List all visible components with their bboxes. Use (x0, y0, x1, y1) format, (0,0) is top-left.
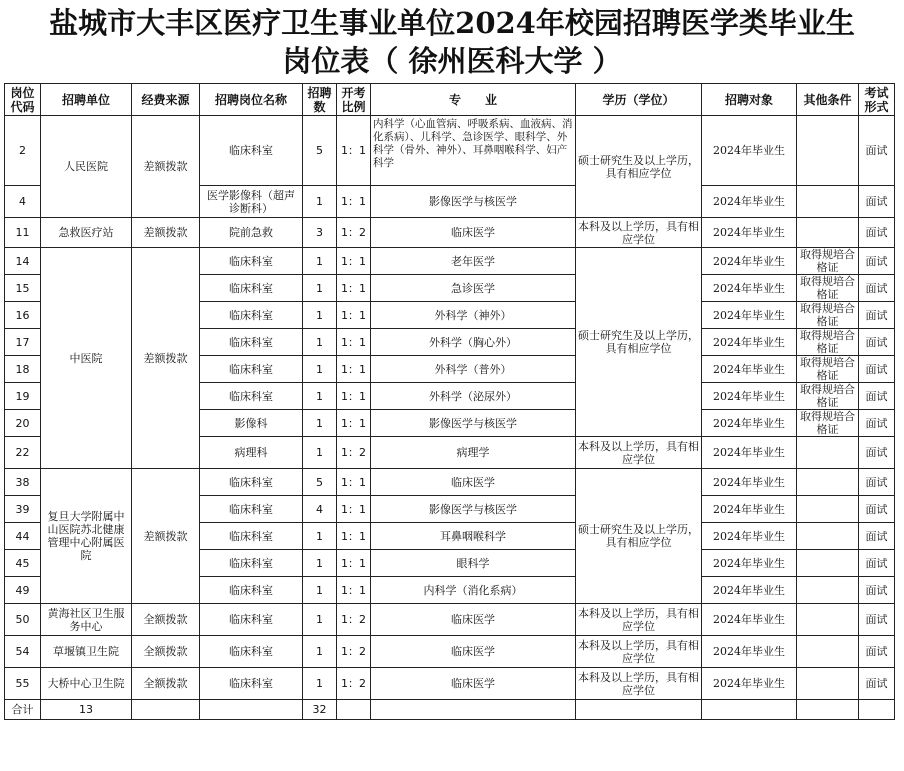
header-target: 招聘对象 (702, 84, 797, 116)
other-conditions (797, 550, 859, 577)
unit-name: 大桥中心卫生院 (41, 668, 132, 700)
position-name: 临床科室 (200, 356, 303, 383)
position-name: 临床科室 (200, 496, 303, 523)
exam-ratio: 1：1 (337, 577, 371, 604)
target: 2024年毕业生 (702, 329, 797, 356)
other-conditions (797, 218, 859, 248)
position-code: 38 (5, 469, 41, 496)
header-exam: 考试形式 (859, 84, 895, 116)
target: 2024年毕业生 (702, 275, 797, 302)
exam-form: 面试 (859, 275, 895, 302)
exam-form: 面试 (859, 496, 895, 523)
education: 本科及以上学历，具有相应学位 (576, 218, 702, 248)
other-conditions: 取得规培合格证 (797, 356, 859, 383)
position-name: 临床科室 (200, 523, 303, 550)
position-name: 临床科室 (200, 248, 303, 275)
major: 临床医学 (371, 469, 576, 496)
education: 本科及以上学历，具有相应学位 (576, 437, 702, 469)
position-name: 临床科室 (200, 577, 303, 604)
position-code: 11 (5, 218, 41, 248)
education: 本科及以上学历，具有相应学位 (576, 636, 702, 668)
header-funding: 经费来源 (132, 84, 200, 116)
exam-ratio: 1：1 (337, 248, 371, 275)
header-row (5, 84, 895, 116)
funding-source: 差额拨款 (132, 218, 200, 248)
position-code: 15 (5, 275, 41, 302)
unit-name: 草堰镇卫生院 (41, 636, 132, 668)
major: 影像医学与核医学 (371, 186, 576, 218)
exam-ratio: 1：2 (337, 437, 371, 469)
major: 影像医学与核医学 (371, 410, 576, 437)
recruit-count: 1 (303, 248, 337, 275)
recruit-count: 1 (303, 329, 337, 356)
major: 外科学（泌尿外） (371, 383, 576, 410)
table-row (5, 604, 895, 636)
recruit-count: 1 (303, 636, 337, 668)
exam-ratio: 1：1 (337, 469, 371, 496)
exam-ratio: 1：1 (337, 523, 371, 550)
table-row (5, 218, 895, 248)
total-empty (132, 700, 200, 720)
recruit-count: 1 (303, 302, 337, 329)
exam-form: 面试 (859, 523, 895, 550)
major: 外科学（胸心外） (371, 329, 576, 356)
other-conditions (797, 636, 859, 668)
target: 2024年毕业生 (702, 604, 797, 636)
target: 2024年毕业生 (702, 550, 797, 577)
other-conditions (797, 437, 859, 469)
position-code: 49 (5, 577, 41, 604)
exam-form: 面试 (859, 668, 895, 700)
exam-ratio: 1：1 (337, 383, 371, 410)
target: 2024年毕业生 (702, 636, 797, 668)
funding-source: 差额拨款 (132, 248, 200, 469)
unit-name: 中医院 (41, 248, 132, 469)
total-row (5, 700, 895, 720)
unit-name: 黄海社区卫生服务中心 (41, 604, 132, 636)
major: 临床医学 (371, 636, 576, 668)
exam-form: 面试 (859, 410, 895, 437)
exam-ratio: 1：1 (337, 496, 371, 523)
target: 2024年毕业生 (702, 668, 797, 700)
exam-form: 面试 (859, 302, 895, 329)
position-code: 22 (5, 437, 41, 469)
position-code: 18 (5, 356, 41, 383)
target: 2024年毕业生 (702, 577, 797, 604)
position-name: 临床科室 (200, 116, 303, 186)
other-conditions (797, 668, 859, 700)
position-name: 临床科室 (200, 383, 303, 410)
exam-ratio: 1：1 (337, 329, 371, 356)
recruit-count: 5 (303, 116, 337, 186)
target: 2024年毕业生 (702, 248, 797, 275)
target: 2024年毕业生 (702, 116, 797, 186)
target: 2024年毕业生 (702, 469, 797, 496)
recruit-count: 1 (303, 383, 337, 410)
major: 临床医学 (371, 604, 576, 636)
target: 2024年毕业生 (702, 523, 797, 550)
unit-name: 急救医疗站 (41, 218, 132, 248)
major: 外科学（神外） (371, 302, 576, 329)
exam-form: 面试 (859, 329, 895, 356)
recruit-count: 1 (303, 186, 337, 218)
exam-ratio: 1：2 (337, 636, 371, 668)
funding-source: 全额拨款 (132, 636, 200, 668)
other-conditions (797, 577, 859, 604)
position-code: 4 (5, 186, 41, 218)
position-name: 影像科 (200, 410, 303, 437)
other-conditions: 取得规培合格证 (797, 248, 859, 275)
other-conditions: 取得规培合格证 (797, 302, 859, 329)
education: 硕士研究生及以上学历，具有相应学位 (576, 116, 702, 218)
major: 影像医学与核医学 (371, 496, 576, 523)
education: 硕士研究生及以上学历，具有相应学位 (576, 469, 702, 604)
education: 本科及以上学历，具有相应学位 (576, 604, 702, 636)
total-empty (859, 700, 895, 720)
exam-form: 面试 (859, 550, 895, 577)
table-row (5, 248, 895, 275)
recruit-count: 1 (303, 523, 337, 550)
other-conditions (797, 496, 859, 523)
position-name: 临床科室 (200, 469, 303, 496)
total-label: 合计 (5, 700, 41, 720)
position-name: 医学影像科（超声诊断科） (200, 186, 303, 218)
position-code: 44 (5, 523, 41, 550)
position-code: 50 (5, 604, 41, 636)
exam-form: 面试 (859, 604, 895, 636)
major: 耳鼻咽喉科学 (371, 523, 576, 550)
header-code: 岗位代码 (5, 84, 41, 116)
position-name: 病理科 (200, 437, 303, 469)
major: 临床医学 (371, 218, 576, 248)
other-conditions: 取得规培合格证 (797, 329, 859, 356)
exam-ratio: 1：1 (337, 275, 371, 302)
target: 2024年毕业生 (702, 437, 797, 469)
target: 2024年毕业生 (702, 383, 797, 410)
position-code: 45 (5, 550, 41, 577)
position-name: 临床科室 (200, 668, 303, 700)
header-major: 专 业 (371, 84, 576, 116)
recruit-count: 1 (303, 437, 337, 469)
exam-ratio: 1：2 (337, 668, 371, 700)
exam-form: 面试 (859, 218, 895, 248)
funding-source: 全额拨款 (132, 604, 200, 636)
exam-ratio: 1：1 (337, 410, 371, 437)
recruit-count: 1 (303, 410, 337, 437)
other-conditions: 取得规培合格证 (797, 383, 859, 410)
total-count: 32 (303, 700, 337, 720)
position-name: 临床科室 (200, 604, 303, 636)
target: 2024年毕业生 (702, 496, 797, 523)
exam-form: 面试 (859, 577, 895, 604)
recruit-count: 1 (303, 577, 337, 604)
recruit-count: 1 (303, 550, 337, 577)
major: 病理学 (371, 437, 576, 469)
exam-ratio: 1：1 (337, 356, 371, 383)
other-conditions (797, 186, 859, 218)
position-name: 院前急救 (200, 218, 303, 248)
major: 外科学（普外） (371, 356, 576, 383)
position-code: 55 (5, 668, 41, 700)
exam-form: 面试 (859, 248, 895, 275)
exam-form: 面试 (859, 469, 895, 496)
major: 内科学（消化系病） (371, 577, 576, 604)
target: 2024年毕业生 (702, 186, 797, 218)
exam-ratio: 1：2 (337, 604, 371, 636)
major: 临床医学 (371, 668, 576, 700)
other-conditions (797, 604, 859, 636)
total-units: 13 (41, 700, 132, 720)
recruit-count: 1 (303, 275, 337, 302)
education: 本科及以上学历，具有相应学位 (576, 668, 702, 700)
position-code: 17 (5, 329, 41, 356)
other-conditions: 取得规培合格证 (797, 275, 859, 302)
exam-form: 面试 (859, 356, 895, 383)
position-name: 临床科室 (200, 329, 303, 356)
position-name: 临床科室 (200, 302, 303, 329)
recruit-count: 5 (303, 469, 337, 496)
position-code: 20 (5, 410, 41, 437)
position-code: 39 (5, 496, 41, 523)
exam-ratio: 1：2 (337, 218, 371, 248)
total-empty (200, 700, 303, 720)
recruit-count: 4 (303, 496, 337, 523)
exam-ratio: 1：1 (337, 302, 371, 329)
exam-ratio: 1：1 (337, 186, 371, 218)
exam-form: 面试 (859, 116, 895, 186)
position-name: 临床科室 (200, 550, 303, 577)
total-empty (797, 700, 859, 720)
position-name: 临床科室 (200, 636, 303, 668)
position-code: 19 (5, 383, 41, 410)
position-code: 16 (5, 302, 41, 329)
header-other: 其他条件 (797, 84, 859, 116)
exam-form: 面试 (859, 636, 895, 668)
page-title-line-1: 盐城市大丰区医疗卫生事业单位2024年校园招聘医学类毕业生 (49, 6, 855, 40)
header-unit: 招聘单位 (41, 84, 132, 116)
total-empty (371, 700, 576, 720)
exam-form: 面试 (859, 186, 895, 218)
table-row (5, 469, 895, 496)
exam-form: 面试 (859, 437, 895, 469)
other-conditions: 取得规培合格证 (797, 410, 859, 437)
recruit-count: 1 (303, 356, 337, 383)
exam-ratio: 1：1 (337, 116, 371, 186)
recruit-count: 1 (303, 668, 337, 700)
major: 老年医学 (371, 248, 576, 275)
major: 眼科学 (371, 550, 576, 577)
header-ratio: 开考比例 (337, 84, 371, 116)
target: 2024年毕业生 (702, 218, 797, 248)
total-empty (702, 700, 797, 720)
position-code: 14 (5, 248, 41, 275)
position-code: 54 (5, 636, 41, 668)
other-conditions (797, 116, 859, 186)
major: 急诊医学 (371, 275, 576, 302)
total-empty (337, 700, 371, 720)
position-name: 临床科室 (200, 275, 303, 302)
page-title-line-2: 岗位表（ 徐州医科大学 ） (282, 44, 622, 78)
total-empty (576, 700, 702, 720)
unit-name: 人民医院 (41, 116, 132, 218)
funding-source: 差额拨款 (132, 469, 200, 604)
table-row (5, 668, 895, 700)
header-count: 招聘数 (303, 84, 337, 116)
major-text: 内科学（心血管病、呼吸系病、血液病、消化系病）、儿科学、急诊医学、眼科学、外科学（骨外、神外）、耳鼻咽喉科学、妇产科学 (373, 117, 573, 169)
exam-form: 面试 (859, 383, 895, 410)
unit-name: 复旦大学附属中山医院苏北健康管理中心附属医院 (41, 469, 132, 604)
target: 2024年毕业生 (702, 410, 797, 437)
funding-source: 差额拨款 (132, 116, 200, 218)
position-code: 2 (5, 116, 41, 186)
header-education: 学历（学位） (576, 84, 702, 116)
other-conditions (797, 523, 859, 550)
recruit-count: 3 (303, 218, 337, 248)
target: 2024年毕业生 (702, 302, 797, 329)
exam-ratio: 1：1 (337, 550, 371, 577)
table-row (5, 116, 895, 186)
table-row (5, 636, 895, 668)
target: 2024年毕业生 (702, 356, 797, 383)
funding-source: 全额拨款 (132, 668, 200, 700)
education: 硕士研究生及以上学历，具有相应学位 (576, 248, 702, 437)
major (371, 116, 576, 186)
header-position: 招聘岗位名称 (200, 84, 303, 116)
recruitment-table (4, 83, 895, 720)
other-conditions (797, 469, 859, 496)
recruit-count: 1 (303, 604, 337, 636)
